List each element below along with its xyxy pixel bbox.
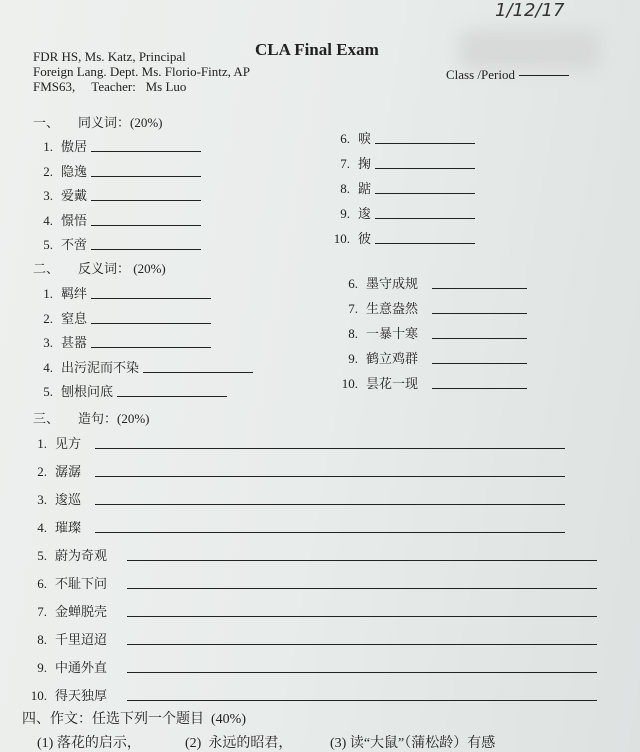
question-item — [328, 178, 475, 197]
question-number: 9. — [348, 351, 358, 366]
header-line: FDR HS, Ms. Katz, Principal — [33, 49, 186, 64]
answer-line[interactable] — [375, 217, 475, 219]
question-number: 4. — [43, 212, 53, 228]
question-item — [25, 629, 597, 648]
answer-line[interactable] — [91, 346, 211, 348]
question-item — [336, 323, 527, 342]
answer-line[interactable] — [432, 287, 527, 289]
question-number: 1. — [37, 436, 47, 451]
answer-line[interactable] — [127, 587, 597, 589]
question-term: 羁绊 — [61, 286, 88, 301]
question-number: 8. — [340, 181, 350, 196]
answer-line[interactable] — [432, 312, 527, 314]
question-term: 隐逸 — [61, 163, 88, 179]
question-item — [31, 357, 253, 376]
answer-line[interactable] — [127, 671, 597, 673]
question-item — [31, 185, 201, 204]
question-term: 金蝉脱壳 — [55, 604, 108, 619]
answer-line[interactable] — [375, 242, 475, 244]
question-number: 2. — [37, 464, 47, 479]
question-item — [336, 373, 527, 392]
question-item — [31, 161, 201, 180]
question-item — [328, 203, 475, 222]
question-term: 生意盎然 — [366, 301, 419, 316]
question-number: 10. — [341, 376, 358, 391]
essay-topic: (1) 落花的启示， — [37, 736, 141, 751]
question-number: 7. — [348, 301, 358, 316]
answer-line[interactable] — [91, 248, 201, 250]
answer-line[interactable] — [143, 371, 253, 373]
question-term: 千里迢迢 — [55, 632, 108, 647]
section-heading — [33, 258, 166, 277]
question-number: 3. — [37, 492, 47, 507]
question-term: 爱戴 — [61, 188, 88, 203]
question-term: 鹤立鸡群 — [366, 351, 419, 366]
question-number: 8. — [348, 326, 358, 341]
answer-line[interactable] — [375, 167, 475, 169]
question-term: 见方 — [55, 436, 82, 451]
question-term: 傲居 — [61, 139, 88, 154]
answer-line[interactable] — [127, 559, 597, 561]
answer-line[interactable] — [91, 297, 211, 299]
question-item — [31, 332, 211, 351]
question-number: 7. — [37, 604, 47, 619]
question-number: 2. — [43, 310, 53, 326]
answer-line[interactable] — [127, 643, 597, 645]
question-term: 逡 — [358, 206, 372, 221]
answer-line[interactable] — [375, 192, 475, 194]
question-number: 6. — [340, 131, 350, 146]
question-item — [25, 545, 597, 564]
answer-line[interactable] — [519, 74, 569, 76]
answer-line[interactable] — [432, 337, 527, 339]
section-title: 反义词： (20%) — [78, 261, 166, 276]
question-term: 窒息 — [61, 310, 88, 326]
question-term: 彼 — [358, 231, 372, 246]
answer-line[interactable] — [91, 150, 201, 152]
question-item — [336, 348, 527, 367]
question-number: 9. — [340, 206, 350, 221]
question-item — [25, 461, 565, 480]
section-heading — [33, 408, 150, 427]
question-item — [25, 517, 565, 536]
question-number: 10. — [333, 231, 350, 246]
answer-line[interactable] — [91, 175, 201, 177]
section-number: 二、 — [33, 261, 60, 276]
question-term: 掬 — [358, 156, 372, 171]
answer-line[interactable] — [117, 395, 227, 397]
question-item — [336, 273, 527, 292]
header-line: FMS63, Teacher: Ms Luo — [33, 79, 187, 94]
question-term: 墨守成规 — [366, 276, 419, 291]
question-term: 一暴十寒 — [366, 326, 419, 341]
question-item — [328, 153, 475, 172]
question-item — [31, 136, 201, 155]
question-number: 6. — [37, 576, 47, 591]
section-title: 造句：(20%) — [78, 411, 150, 426]
question-term: 憬悟 — [61, 212, 88, 228]
essay-topic: (2) 永远的昭君， — [185, 736, 293, 751]
answer-line[interactable] — [91, 224, 201, 226]
question-number: 5. — [37, 548, 47, 563]
question-item — [31, 308, 211, 327]
question-item — [25, 573, 597, 592]
question-number: 8. — [37, 632, 47, 647]
question-item — [25, 489, 565, 508]
question-item — [31, 210, 201, 229]
question-item — [25, 433, 565, 452]
section-number: 一、 — [33, 115, 60, 130]
question-number: 1. — [43, 286, 53, 301]
question-number: 5. — [43, 237, 53, 252]
exam-title: CLA Final Exam — [255, 40, 379, 59]
question-number: 10. — [30, 688, 47, 703]
question-number: 1. — [43, 139, 53, 154]
question-item — [25, 657, 597, 676]
answer-line[interactable] — [432, 387, 527, 389]
question-number: 9. — [37, 660, 47, 675]
question-term: 昙花一现 — [366, 376, 419, 391]
answer-line[interactable] — [95, 447, 565, 449]
question-term: 潺潺 — [55, 464, 82, 479]
answer-line[interactable] — [375, 142, 475, 144]
question-number: 4. — [43, 359, 53, 375]
answer-line[interactable] — [127, 615, 597, 617]
question-number: 2. — [43, 163, 53, 179]
handwritten-date: 1/12/17 — [495, 0, 565, 21]
question-item — [25, 685, 597, 704]
answer-line[interactable] — [91, 322, 211, 324]
essay-topic: (3) 读“大鼠”（蒲松龄）有感 — [330, 736, 496, 751]
question-term: 踮 — [358, 181, 372, 196]
question-number: 4. — [37, 520, 47, 535]
question-term: 唳 — [358, 131, 372, 146]
answer-line[interactable] — [432, 362, 527, 364]
question-item — [31, 381, 227, 400]
question-item — [25, 601, 597, 620]
question-term: 中通外直 — [55, 660, 108, 675]
answer-line[interactable] — [95, 503, 565, 505]
question-term: 逡巡 — [55, 492, 82, 507]
school-header — [33, 49, 250, 94]
question-number: 3. — [43, 335, 53, 350]
answer-line[interactable] — [91, 199, 201, 201]
question-term: 蔚为奇观 — [55, 548, 108, 563]
question-item — [328, 128, 475, 147]
question-term: 出污泥而不染 — [61, 359, 140, 375]
question-item — [328, 228, 475, 247]
redacted-area — [460, 30, 600, 70]
answer-line[interactable] — [95, 531, 565, 533]
question-item — [336, 298, 527, 317]
question-term: 得天独厚 — [55, 688, 108, 703]
section-heading — [33, 112, 163, 131]
question-item — [31, 283, 211, 302]
question-term: 刨根问底 — [61, 384, 114, 399]
header-line: Foreign Lang. Dept. Ms. Florio-Fintz, AP — [33, 64, 251, 79]
question-term: 不耻下问 — [55, 576, 108, 591]
question-number: 3. — [43, 188, 53, 203]
question-number: 7. — [340, 156, 350, 171]
question-number: 6. — [348, 276, 358, 291]
class-period-field — [446, 67, 569, 82]
question-term: 璀璨 — [55, 520, 82, 535]
answer-line[interactable] — [95, 475, 565, 477]
class-period-label: Class /Period — [446, 67, 515, 82]
question-term: 甚嚣 — [61, 335, 88, 350]
question-number: 5. — [43, 384, 53, 399]
answer-line[interactable] — [127, 699, 597, 701]
question-item — [31, 234, 201, 253]
section-heading: 四、作文：任选下列一个题目 (40%) — [22, 712, 246, 727]
section-number: 三、 — [33, 411, 60, 426]
section-title: 同义词：(20%) — [78, 115, 163, 130]
question-term: 不啻 — [61, 237, 88, 252]
